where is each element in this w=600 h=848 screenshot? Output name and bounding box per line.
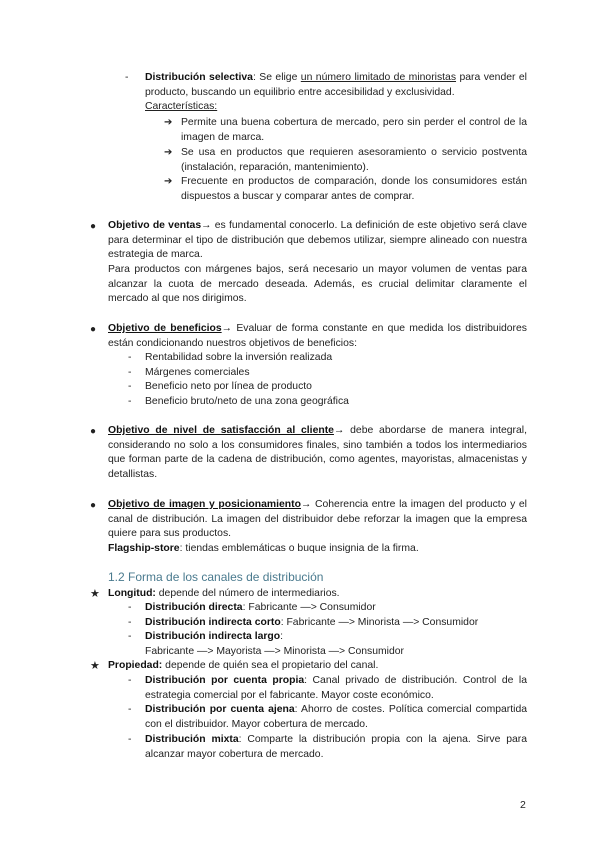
- flagship-line: [108, 542, 419, 557]
- longitud-item-text: : Fabricante —> Consumidor: [242, 602, 376, 613]
- ventas-text2: Para productos con márgenes bajos, será necesario un mayor volumen de ventas para alcanzar la cuota de mercado deseada. Además, es crucial delimitar claramente el mercado al que nos dirigimos.: [108, 264, 527, 305]
- longitud-item: [145, 601, 376, 616]
- bullet-dot: ●: [90, 426, 97, 437]
- beneficio-item: Beneficio neto por línea de producto: [145, 381, 312, 392]
- longitud-item: [145, 616, 478, 631]
- propiedad-line: [108, 659, 378, 674]
- selectiva-title: Distribución selectiva: [145, 72, 253, 83]
- longitud-text: depende del número de intermediarios.: [155, 588, 340, 599]
- beneficios-paragraph: [108, 322, 527, 351]
- imagen-paragraph: [108, 498, 527, 542]
- imagen-title: Objetivo de imagen y posicionamiento: [108, 499, 301, 510]
- imagen-text: Coherencia entre la imagen del producto y el canal de distribución. La imagen del distribuidor debe reforzar la imagen que la empresa quiere para sus productos.: [108, 499, 527, 540]
- ventas-title: Objetivo de ventas: [108, 220, 202, 231]
- dash-bullet: -: [128, 367, 132, 378]
- feature-item: Permite una buena cobertura de mercado, pero sin perder el control de la imagen de marca.: [181, 117, 527, 143]
- star-bullet-icon: ★: [90, 660, 100, 672]
- propiedad-item-label: Distribución mixta: [145, 734, 239, 745]
- dash-bullet: -: [128, 704, 132, 715]
- satisfaccion-text: debe abordarse de manera integral, considerando no solo a los consumidores finales, sino también a todos los intermediarios que forman parte de la cadena de distribución, como agentes, mayoristas, almacenistas y detallistas.: [108, 425, 527, 480]
- propiedad-item-label: Distribución por cuenta propia: [145, 675, 305, 686]
- flagship-text: : tiendas emblemáticas o buque insignia de la firma.: [179, 543, 419, 554]
- dash-bullet: -: [128, 631, 132, 642]
- ventas-paragraph: [108, 219, 527, 263]
- flagship-label: Flagship-store: [108, 543, 180, 554]
- bullet-dot: ●: [90, 324, 97, 335]
- satisfaccion-title: Objetivo de nivel de satisfacción al cliente: [108, 425, 334, 436]
- propiedad-item: [145, 733, 527, 762]
- longitud-item-label: Distribución directa: [145, 602, 243, 613]
- dash-bullet: -: [128, 602, 132, 613]
- beneficio-item: Márgenes comerciales: [145, 367, 250, 378]
- beneficio-item: Rentabilidad sobre la inversión realizada: [145, 352, 333, 363]
- longitud-item-text: :: [280, 631, 283, 642]
- dash-bullet: -: [125, 72, 129, 83]
- beneficio-item: Beneficio bruto/neto de una zona geográfica: [145, 396, 349, 407]
- arrow-bullet-icon: ➔: [164, 176, 173, 187]
- satisfaccion-paragraph: [108, 424, 527, 482]
- feature-item: Frecuente en productos de comparación, donde los consumidores están dispuestos a buscar y comparar antes de comprar.: [181, 176, 527, 202]
- dash-bullet: -: [128, 675, 132, 686]
- features-label-text: Características:: [145, 101, 218, 112]
- dash-bullet: -: [128, 396, 132, 407]
- dash-bullet: -: [128, 734, 132, 745]
- propiedad-item-text: : Ahorro de costes. Política comercial compartida con el distribuidor. Mayor cobertura de mercado.: [145, 704, 527, 730]
- dash-bullet: -: [128, 381, 132, 392]
- dash-bullet: -: [128, 352, 132, 363]
- propiedad-item-text: : Canal privado de distribución. Control de la estrategia comercial por el fabricante. Mayor coste económico.: [145, 675, 527, 701]
- propiedad-item-text: : Comparte la distribución propia con la ajena. Sirve para alcanzar mayor cobertura de mercado.: [145, 734, 527, 760]
- propiedad-item: [145, 703, 527, 732]
- selectiva-pre: : Se elige: [252, 72, 301, 83]
- beneficios-text: Evaluar de forma constante en que medida los distribuidores están condicionando nuestros objetivos de beneficios:: [108, 323, 527, 349]
- propiedad-label: Propiedad:: [108, 660, 163, 671]
- arrow-icon: →: [300, 499, 312, 510]
- section-heading: 1.2 Forma de los canales de distribución: [108, 570, 324, 584]
- propiedad-item-label: Distribución por cuenta ajena: [145, 704, 295, 715]
- arrow-icon: →: [221, 323, 233, 334]
- longitud-item-text: : Fabricante —> Minorista —> Consumidor: [280, 617, 479, 628]
- largo-chain: Fabricante —> Mayorista —> Minorista —> Consumidor: [145, 646, 404, 657]
- selectiva-post: para vender el producto, buscando un equilibrio entre accesibilidad y exclusividad.: [145, 72, 527, 98]
- feature-item: Se usa en productos que requieren asesoramiento o servicio postventa (instalación, reparación, mantenimiento).: [181, 147, 527, 173]
- beneficios-title: Objetivo de beneficios: [108, 323, 222, 334]
- propiedad-item: [145, 674, 527, 703]
- arrow-icon: →: [333, 425, 345, 436]
- arrow-bullet-icon: ➔: [164, 147, 173, 158]
- star-bullet-icon: ★: [90, 588, 100, 600]
- bullet-dot: ●: [90, 500, 97, 511]
- features-label: [145, 100, 217, 115]
- selectiva-underlined: un número limitado de minoristas: [300, 72, 457, 83]
- arrow-icon: →: [201, 220, 212, 231]
- arrow-bullet-icon: ➔: [164, 117, 173, 128]
- selectiva-paragraph: [145, 71, 527, 100]
- bullet-dot: ●: [90, 221, 97, 232]
- longitud-item: [145, 630, 283, 645]
- longitud-item-label: Distribución indirecta largo: [145, 631, 281, 642]
- page-number: 2: [520, 799, 526, 811]
- dash-bullet: -: [128, 617, 132, 628]
- longitud-line: [108, 587, 340, 602]
- ventas-text1: es fundamental conocerlo. La definición de este objetivo será clave para determinar el tipo de distribución que debemos utilizar, siempre alineado con nuestra estrategia de marca.: [108, 220, 527, 261]
- longitud-item-label: Distribución indirecta corto: [145, 617, 281, 628]
- longitud-label: Longitud:: [108, 588, 156, 599]
- propiedad-text: depende de quién sea el propietario del canal.: [162, 660, 379, 671]
